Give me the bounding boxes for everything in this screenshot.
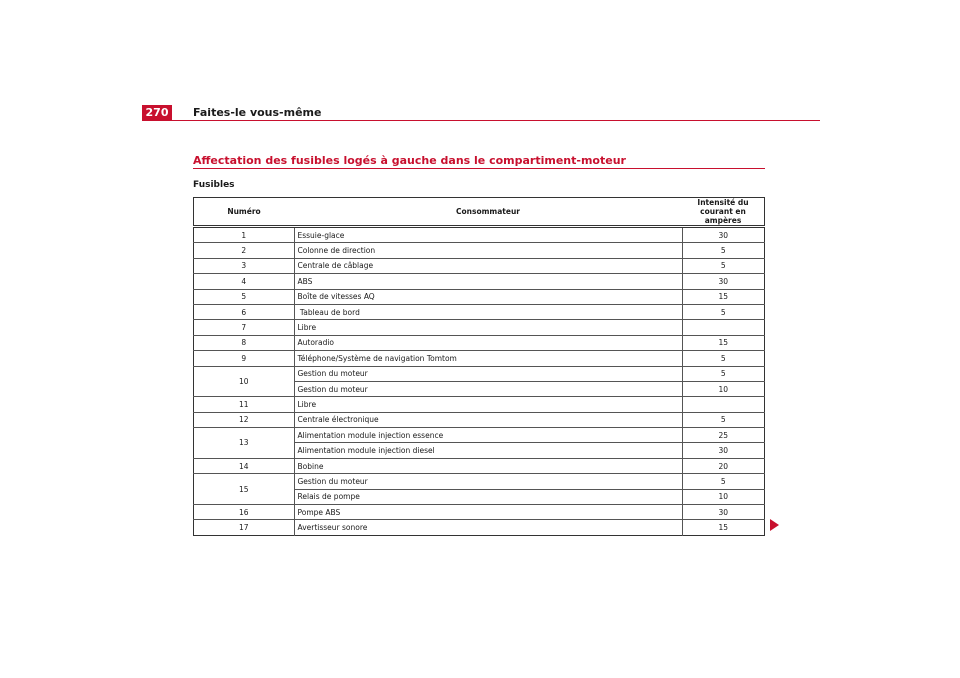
table-row <box>194 243 765 258</box>
fuse-amperage: 5 <box>682 412 765 427</box>
fuse-number: 1 <box>194 227 295 243</box>
fuse-consumer: Libre <box>294 320 682 335</box>
fuse-consumer: ABS <box>294 274 682 289</box>
chapter-title: Faites-le vous-même <box>193 106 322 119</box>
table-row <box>194 320 765 335</box>
fuse-number: 9 <box>194 351 295 366</box>
fuse-consumer: Alimentation module injection essence <box>294 428 682 443</box>
section-title: Affectation des fusibles logés à gauche dans le compartiment-moteur <box>193 154 626 167</box>
fuse-amperage <box>682 397 765 412</box>
fuse-number: 10 <box>194 366 295 397</box>
fuse-amperage: 30 <box>682 505 765 520</box>
fuse-number: 6 <box>194 304 295 319</box>
fuse-amperage: 20 <box>682 458 765 473</box>
fuse-number: 8 <box>194 335 295 350</box>
fuse-amperage: 15 <box>682 335 765 350</box>
fuse-number: 14 <box>194 458 295 473</box>
fuse-amperage: 15 <box>682 289 765 304</box>
table-row <box>194 505 765 520</box>
fuse-number: 13 <box>194 428 295 459</box>
fuse-consumer: Pompe ABS <box>294 505 682 520</box>
table-row <box>194 458 765 473</box>
fuse-amperage: 5 <box>682 351 765 366</box>
fuse-amperage: 5 <box>682 258 765 273</box>
fuse-amperage: 5 <box>682 474 765 489</box>
fuse-consumer: Relais de pompe <box>294 489 682 504</box>
fuse-number: 2 <box>194 243 295 258</box>
fuse-number: 5 <box>194 289 295 304</box>
table-row <box>194 289 765 304</box>
fuse-number: 15 <box>194 474 295 505</box>
table-row <box>194 397 765 412</box>
table-row <box>194 335 765 350</box>
fuse-number: 17 <box>194 520 295 535</box>
table-row <box>194 428 765 443</box>
fuse-consumer: Tableau de bord <box>294 304 682 319</box>
fuse-consumer: Alimentation module injection diesel <box>294 443 682 458</box>
fuse-amperage: 30 <box>682 274 765 289</box>
fuse-consumer: Gestion du moteur <box>294 381 682 396</box>
table-row <box>194 351 765 366</box>
fuse-consumer: Centrale de câblage <box>294 258 682 273</box>
fuse-consumer: Boîte de vitesses AQ <box>294 289 682 304</box>
arrow-right-icon <box>770 519 779 531</box>
fuse-number: 4 <box>194 274 295 289</box>
fuse-number: 16 <box>194 505 295 520</box>
table-subtitle: Fusibles <box>193 180 235 190</box>
header-divider <box>142 120 820 121</box>
fuse-consumer: Avertisseur sonore <box>294 520 682 535</box>
fuse-amperage: 15 <box>682 520 765 535</box>
fuse-consumer: Gestion du moteur <box>294 366 682 381</box>
fuse-consumer: Libre <box>294 397 682 412</box>
fuse-consumer: Téléphone/Système de navigation Tomtom <box>294 351 682 366</box>
fuse-number: 3 <box>194 258 295 273</box>
table-row <box>194 412 765 427</box>
table-row <box>194 474 765 489</box>
table-header-row <box>194 198 765 227</box>
table-row <box>194 520 765 535</box>
table-row <box>194 258 765 273</box>
section-divider <box>193 168 765 169</box>
fuse-consumer: Essuie-glace <box>294 227 682 243</box>
fuse-amperage <box>682 320 765 335</box>
table-row <box>194 227 765 243</box>
fuse-amperage: 5 <box>682 366 765 381</box>
header-intensite: Intensité du courant en ampères <box>682 198 765 227</box>
fuse-amperage: 10 <box>682 381 765 396</box>
fuse-consumer: Gestion du moteur <box>294 474 682 489</box>
table-row <box>194 366 765 381</box>
fuse-consumer: Autoradio <box>294 335 682 350</box>
page-number: 270 <box>142 105 172 121</box>
fuse-amperage: 30 <box>682 227 765 243</box>
fuse-table <box>193 197 765 536</box>
fuse-consumer: Centrale électronique <box>294 412 682 427</box>
fuse-amperage: 30 <box>682 443 765 458</box>
fuse-consumer: Colonne de direction <box>294 243 682 258</box>
fuse-number: 7 <box>194 320 295 335</box>
fuse-consumer: Bobine <box>294 458 682 473</box>
table-body <box>194 227 765 536</box>
fuse-number: 12 <box>194 412 295 427</box>
fuse-amperage: 5 <box>682 304 765 319</box>
table-row <box>194 274 765 289</box>
fuse-amperage: 10 <box>682 489 765 504</box>
table-row <box>194 304 765 319</box>
fuse-number: 11 <box>194 397 295 412</box>
fuse-amperage: 5 <box>682 243 765 258</box>
header-consommateur: Consommateur <box>294 198 682 227</box>
fuse-amperage: 25 <box>682 428 765 443</box>
header-numero: Numéro <box>194 198 295 227</box>
